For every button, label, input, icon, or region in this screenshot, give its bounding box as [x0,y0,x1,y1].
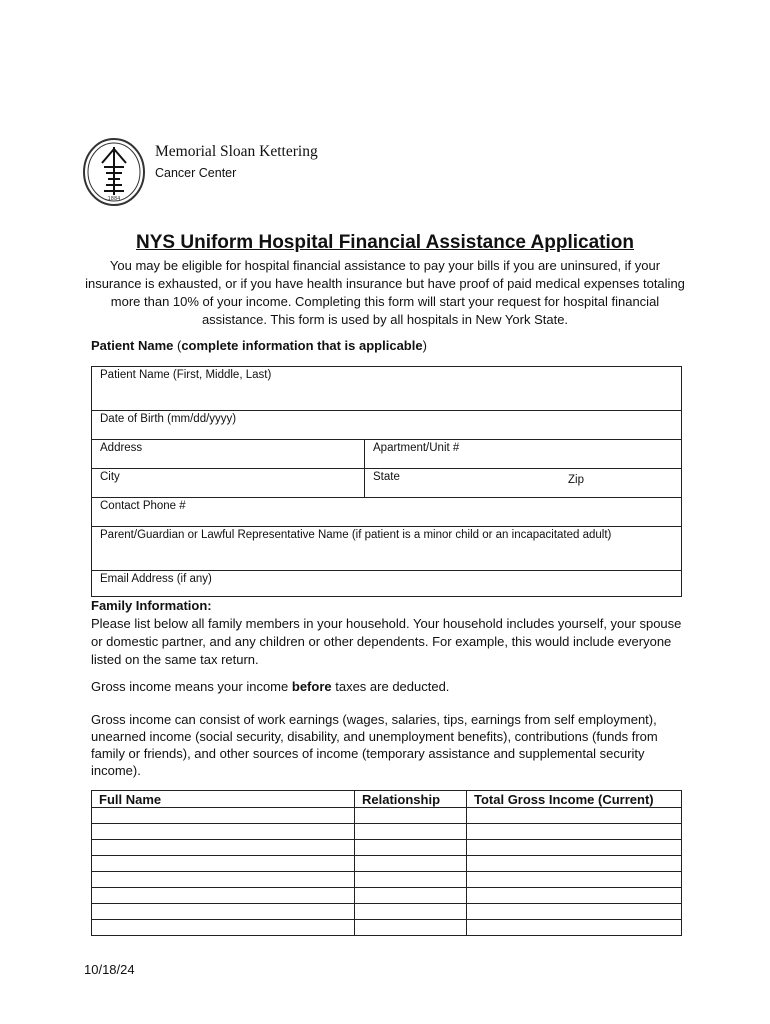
income-cell[interactable] [467,808,682,824]
patient-name-label: Patient Name (First, Middle, Last) [100,369,272,381]
footer-date: 10/18/24 [84,962,135,977]
family-members-table [91,790,682,936]
income-cell[interactable] [467,824,682,840]
table-row [92,872,682,888]
patient-heading-bold: Patient Name [91,338,174,353]
address-field[interactable] [91,439,365,469]
relationship-cell[interactable] [355,856,467,872]
gross-bold: before [291,679,332,694]
gross-prefix: Gross income means your income [91,679,289,694]
zip-label: Zip [568,474,584,486]
income-cell[interactable] [467,856,682,872]
patient-section-heading: Patient Name (complete information that is applicable) [91,338,427,353]
table-row [92,904,682,920]
full-name-cell[interactable] [92,840,355,856]
guardian-label: Parent/Guardian or Lawful Representative Name (if patient is a minor child or an incapacitated adult) [100,529,612,541]
full-name-cell[interactable] [92,824,355,840]
org-subtitle: Cancer Center [155,166,237,180]
col-relationship: Relationship [355,791,467,808]
contact-phone-field[interactable] [91,497,682,527]
relationship-cell[interactable] [355,840,467,856]
income-cell[interactable] [467,888,682,904]
family-heading: Family Information: [91,598,212,613]
table-row [92,824,682,840]
svg-text:1884: 1884 [107,196,121,202]
email-field[interactable] [91,570,682,597]
apartment-field[interactable] [364,439,682,469]
intro-paragraph: You may be eligible for hospital financial assistance to pay your bills if you are uninsured, if your insurance is exhausted, or if you have health insurance but have proof of paid medical expenses totaling more than 10% of your income. Completing this form will start your request for hospital financial assistance. This form is used by all hospitals in New York State. [85,258,685,327]
table-row [92,888,682,904]
guardian-field[interactable] [91,526,682,571]
relationship-cell[interactable] [355,888,467,904]
income-cell[interactable] [467,904,682,920]
full-name-cell[interactable] [92,872,355,888]
relationship-cell[interactable] [355,872,467,888]
city-label: City [100,471,120,483]
msk-logo [82,137,146,207]
state-zip-field[interactable] [364,468,682,498]
income-cell[interactable] [467,872,682,888]
relationship-cell[interactable] [355,920,467,936]
state-label: State [373,471,400,483]
email-label: Email Address (if any) [100,573,212,585]
gross-suffix: taxes are deducted. [335,679,450,694]
full-name-cell[interactable] [92,904,355,920]
patient-name-field[interactable] [91,366,682,411]
address-label: Address [100,442,143,454]
relationship-cell[interactable] [355,824,467,840]
family-description: Please list below all family members in your household. Your household includes yourself, your spouse or domestic partner, and any children or other dependents. For example, this would include everyone listed on the same tax return. [91,616,682,667]
full-name-cell[interactable] [92,808,355,824]
dob-label: Date of Birth (mm/dd/yyyy) [100,413,237,425]
gross-income-definition [91,679,449,694]
table-header-row [92,791,682,808]
table-row [92,920,682,936]
income-cell[interactable] [467,840,682,856]
relationship-cell[interactable] [355,808,467,824]
gross-income-sources: Gross income can consist of work earnings (wages, salaries, tips, earnings from self employment), unearned income (social security, disability, and unemployment benefits), contributions (funds from family or friends), and other sources of income (temporary assistance and supplemental security income). [91,712,658,778]
full-name-cell[interactable] [92,856,355,872]
relationship-cell[interactable] [355,904,467,920]
table-row [92,808,682,824]
col-total-income: Total Gross Income (Current) [467,791,682,808]
apartment-label: Apartment/Unit # [373,442,460,454]
full-name-cell[interactable] [92,888,355,904]
patient-heading-rest: complete information that is applicable [181,338,423,353]
city-field[interactable] [91,468,365,498]
family-section [91,597,691,669]
table-row [92,856,682,872]
full-name-cell[interactable] [92,920,355,936]
contact-phone-label: Contact Phone # [100,500,186,512]
dob-field[interactable] [91,410,682,440]
table-row [92,840,682,856]
page-title: NYS Uniform Hospital Financial Assistance Application [136,232,634,253]
col-full-name: Full Name [92,791,355,808]
income-cell[interactable] [467,920,682,936]
org-name: Memorial Sloan Kettering [155,143,318,160]
